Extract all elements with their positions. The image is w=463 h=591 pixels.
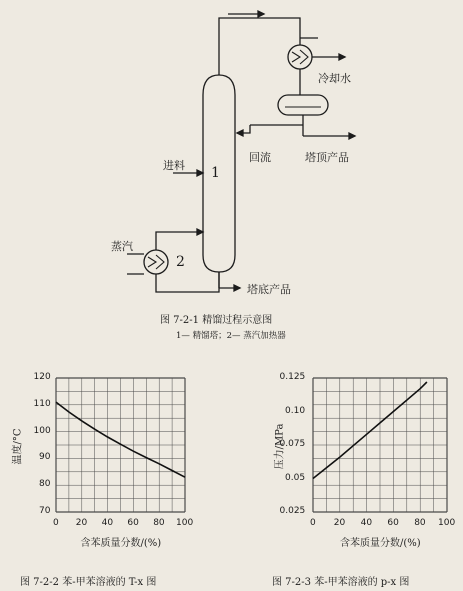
x-tick-label: 100 — [176, 518, 194, 528]
bottom-product-label: 塔底产品 — [247, 283, 291, 296]
x-tick-label: 20 — [75, 518, 88, 528]
unit-1-label: 1 — [211, 165, 220, 181]
x-axis-label: 含苯质量分数/(%) — [340, 538, 421, 549]
y-tick-label: 90 — [39, 452, 51, 463]
steam-label: 蒸汽 — [111, 240, 133, 253]
y-axis-label: 压力/MPa — [274, 423, 286, 470]
unit-2-label: 2 — [176, 254, 185, 270]
top-product-label: 塔顶产品 — [305, 151, 349, 164]
y-tick-label: 110 — [33, 398, 51, 409]
x-tick-label: 60 — [127, 518, 139, 528]
x-tick-label: 40 — [101, 518, 114, 528]
y-tick-label: 70 — [39, 506, 51, 516]
chart2-caption: 图 7-2-3 苯-甲苯溶液的 p-x 图 — [272, 577, 410, 588]
x-tick-label: 0 — [310, 518, 316, 528]
x-axis-label: 含苯质量分数/(%) — [80, 538, 162, 549]
x-tick-label: 100 — [438, 518, 456, 528]
x-tick-label: 0 — [53, 518, 59, 528]
y-tick-label: 0.075 — [279, 439, 306, 449]
x-tick-label: 80 — [153, 518, 165, 528]
y-tick-label: 100 — [33, 425, 51, 436]
y-tick-label: 0.05 — [285, 472, 306, 483]
feed-label: 进料 — [163, 159, 185, 172]
diagram-caption: 图 7-2-1 精馏过程示意图 — [160, 315, 273, 326]
x-tick-label: 60 — [387, 518, 399, 528]
y-axis-label: 温度/°C — [12, 428, 24, 465]
cooling-water-label: 冷却水 — [318, 72, 351, 85]
y-tick-label: 0.10 — [285, 405, 306, 416]
y-tick-label: 120 — [33, 372, 51, 382]
x-tick-label: 40 — [360, 518, 373, 528]
diagram-subcaption: 1— 精馏塔；2— 蒸汽加热器 — [176, 331, 286, 341]
chart1-caption: 图 7-2-2 苯-甲苯溶液的 T-x 图 — [20, 577, 157, 588]
y-tick-label: 0.025 — [279, 506, 306, 516]
series-line — [313, 382, 427, 479]
reflux-label: 回流 — [249, 151, 271, 164]
x-tick-label: 80 — [414, 518, 426, 528]
y-tick-label: 80 — [39, 479, 51, 490]
x-tick-label: 20 — [333, 518, 346, 528]
y-tick-label: 0.125 — [279, 372, 306, 382]
